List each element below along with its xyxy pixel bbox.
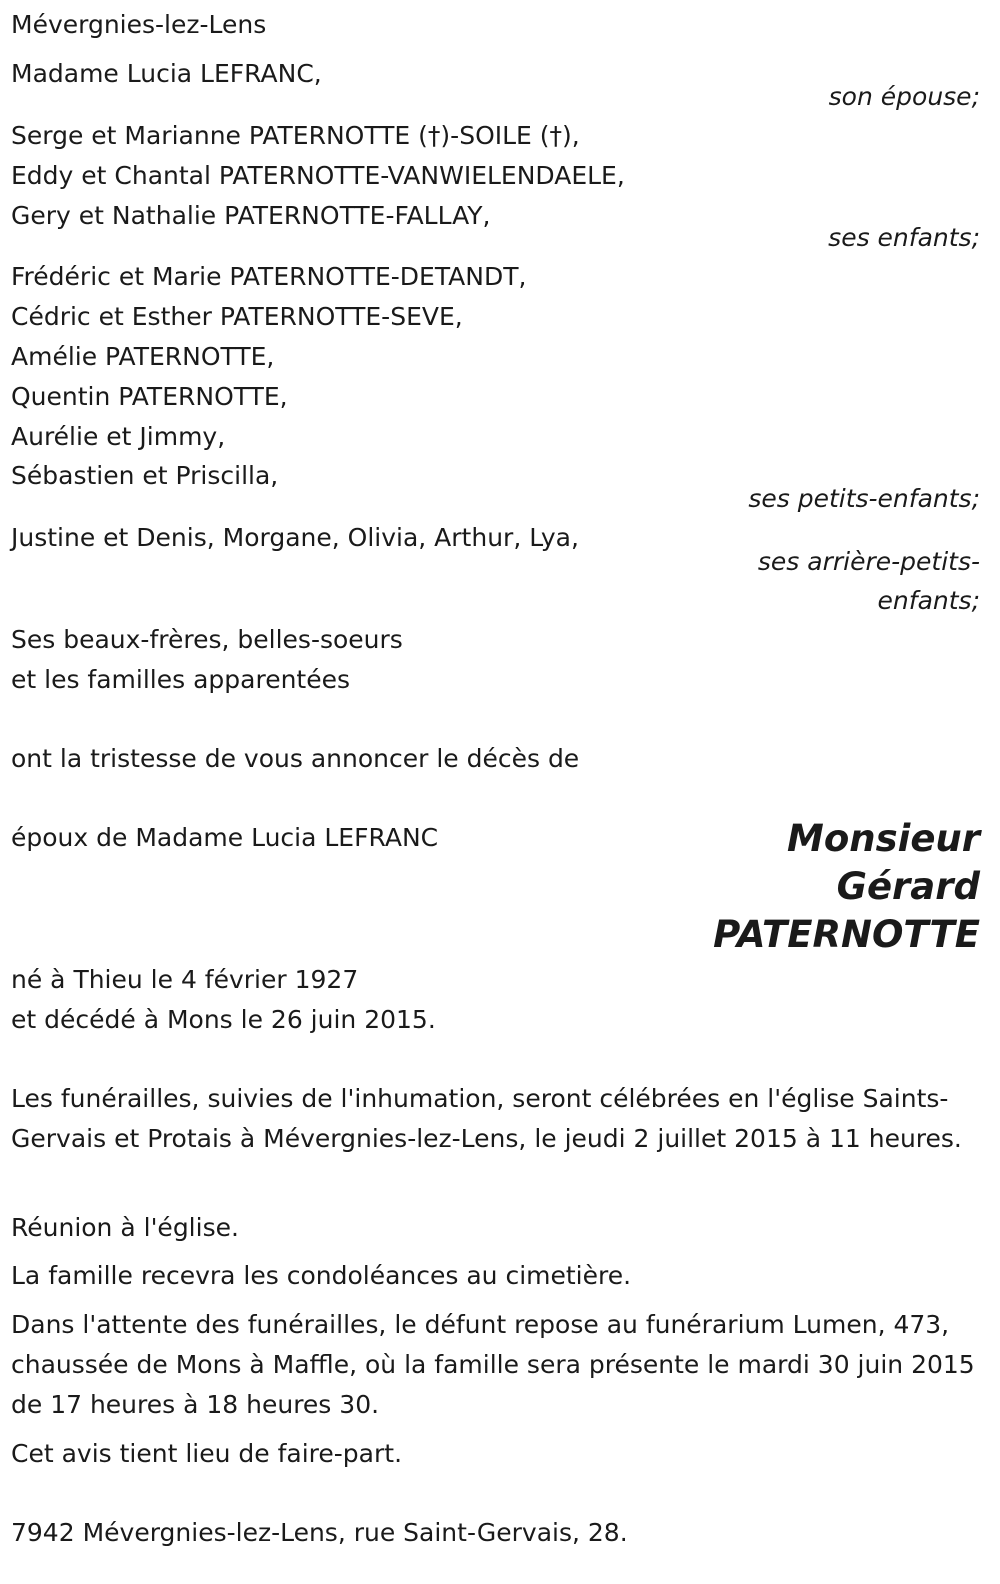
children-line-3: Gery et Nathalie PATERNOTTE-FALLAY,	[11, 201, 491, 230]
grandchildren-line-6: Sébastien et Priscilla,	[11, 461, 279, 490]
address-text: 7942 Mévergnies-lez-Lens, rue Saint-Gervais, 28.	[11, 1518, 628, 1547]
grandchildren-role: ses petits-enfants;	[748, 484, 980, 513]
inlaws-line-2: et les familles apparentées	[11, 665, 351, 694]
children-role: ses enfants;	[828, 223, 980, 252]
funeral-paragraph: Les funérailles, suivies de l'inhumation, seront célébrées en l'église Saints-Gervais et Protais à Mévergnies-lez-Lens, le jeudi 2 juillet 2015 à 11 heures.	[11, 1084, 962, 1153]
condolences-text: La famille recevra les condoléances au cimetière.	[11, 1261, 632, 1290]
funerarium-paragraph: Dans l'attente des funérailles, le défunt repose au funérarium Lumen, 473, chaussée de Mons à Maffle, où la famille sera présente le mardi 30 juin 2015 de 17 heures à 18 heures 30.	[11, 1310, 975, 1419]
death-text: et décédé à Mons le 26 juin 2015.	[11, 1005, 436, 1034]
deceased-title: Monsieur	[787, 817, 980, 860]
grandchildren-line-5: Aurélie et Jimmy,	[11, 422, 226, 451]
deceased-last-name: PATERNOTTE	[713, 913, 980, 956]
meeting-text: Réunion à l'église.	[11, 1213, 239, 1242]
grandchildren-line-2: Cédric et Esther PATERNOTTE-SEVE,	[11, 302, 463, 331]
grandchildren-line-3: Amélie PATERNOTTE,	[11, 342, 275, 371]
spouse-line: Madame Lucia LEFRANC,	[11, 59, 322, 88]
deceased-name	[713, 815, 980, 959]
birth-text: né à Thieu le 4 février 1927	[11, 965, 359, 994]
inlaws-line-1: Ses beaux-frères, belles-soeurs	[11, 625, 403, 654]
notice-text: Cet avis tient lieu de faire-part.	[11, 1439, 403, 1468]
spouse-of-text: époux de Madame Lucia LEFRANC	[11, 823, 439, 852]
spouse-role: son épouse;	[828, 82, 980, 111]
great-grandchildren-role-1: ses arrière-petits-	[757, 547, 980, 576]
great-grandchildren-line: Justine et Denis, Morgane, Olivia, Arthur, Lya,	[11, 523, 579, 552]
place-heading: Mévergnies-lez-Lens	[11, 10, 267, 39]
grandchildren-line-4: Quentin PATERNOTTE,	[11, 382, 288, 411]
deceased-first-name: Gérard	[836, 865, 980, 908]
great-grandchildren-role-2: enfants;	[877, 586, 980, 615]
children-line-2: Eddy et Chantal PATERNOTTE-VANWIELENDAELE,	[11, 161, 625, 190]
grandchildren-line-1: Frédéric et Marie PATERNOTTE-DETANDT,	[11, 262, 527, 291]
children-line-1: Serge et Marianne PATERNOTTE (†)-SOILE (†),	[11, 121, 580, 150]
announcement-text: ont la tristesse de vous annoncer le décès de	[11, 744, 580, 773]
